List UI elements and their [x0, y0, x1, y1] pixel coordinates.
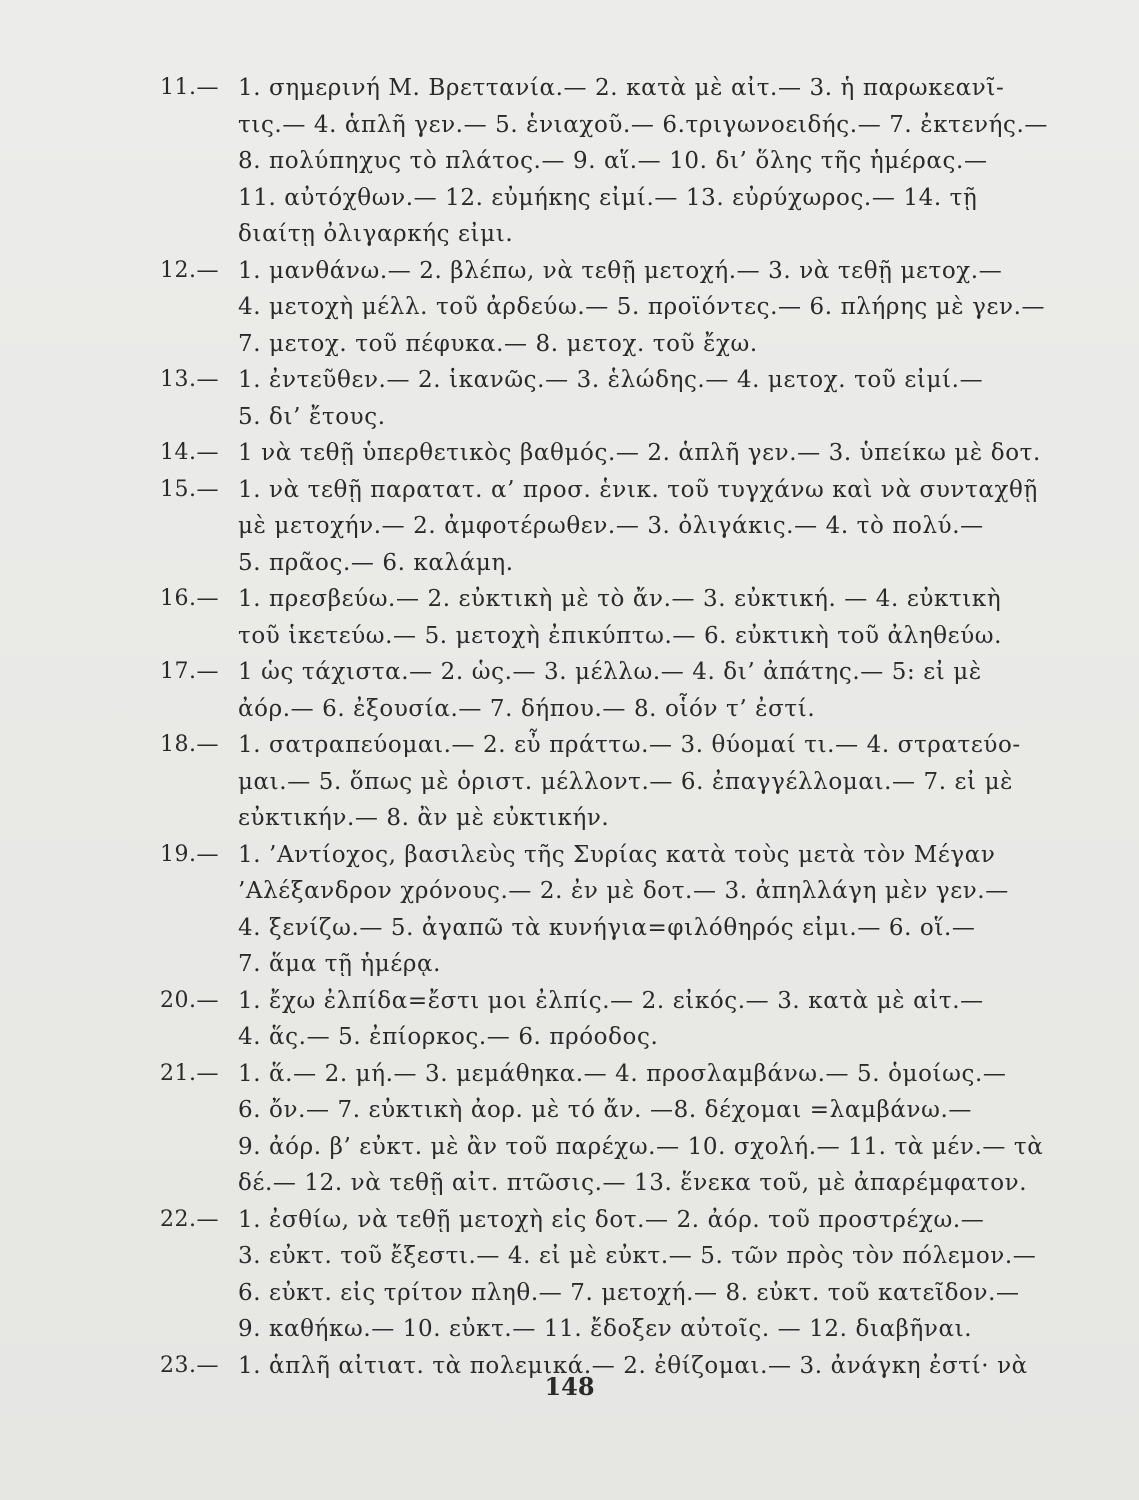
exercise-number: 23.—	[160, 1352, 219, 1378]
exercise-number: 11.—	[160, 75, 219, 100]
answer-line: 1. πρεσβεύω.— 2. εὐκτικὴ μὲ τὸ ἄν.— 3. εὐκτική. — 4. εὐκτικὴ	[238, 586, 1002, 612]
answer-line: 7. ἅμα τῇ ἡμέρᾳ.	[238, 951, 441, 977]
exercise-entry	[0, 837, 1139, 983]
answer-line: 4. ξενίζω.— 5. ἀγαπῶ τὰ κυνήγια=φιλόθηρός εἰμι.— 6. οἵ.—	[238, 914, 976, 941]
answer-line: 1 νὰ τεθῇ ὑπερθετικὸς βαθμός.— 2. ἁπλῆ γεν.— 3. ὑπείκω μὲ δοτ.	[238, 440, 1041, 466]
answer-line: ἀόρ.— 6. ἐξουσία.— 7. δήπου.— 8. οἷόν τ’ ἐστί.	[238, 695, 816, 722]
answer-line: 3. εὐκτ. τοῦ ἔξεστι.— 4. εἰ μὲ εὐκτ.— 5. τῶν πρὸς τὸν πόλεμον.—	[238, 1243, 1037, 1269]
answer-line: 1. ἐντεῦθεν.— 2. ἱκανῶς.— 3. ἑλώδης.— 4. μετοχ. τοῦ εἰμί.—	[238, 367, 984, 393]
exercise-number: 17.—	[160, 659, 219, 684]
exercise-entry	[0, 70, 1139, 253]
exercise-entry	[0, 362, 1139, 435]
answer-line: 1. ’Αντίοχος, βασιλεὺς τῆς Συρίας κατὰ τοὺς μετὰ τὸν Μέγαν	[238, 841, 996, 868]
answer-line: 4. μετοχὴ μέλλ. τοῦ ἀρδεύω.— 5. προϊόντες.— 6. πλήρης μὲ γεν.—	[238, 294, 1046, 320]
answer-line: εὐκτικήν.— 8. ἂν μὲ εὐκτικήν.	[238, 805, 610, 831]
exercise-entry	[0, 983, 1139, 1056]
exercise-number: 16.—	[160, 586, 219, 611]
answer-line: 11. αὐτόχθων.— 12. εὐμήκης εἰμί.— 13. εὐρύχωρος.— 14. τῇ	[238, 184, 978, 211]
answer-line: 1. ἅ.— 2. μή.— 3. μεμάθηκα.— 4. προσλαμβάνω.— 5. ὁμοίως.—	[238, 1060, 1007, 1087]
answer-key-list	[0, 70, 1139, 1384]
exercise-entry	[0, 727, 1139, 837]
answer-line: 7. μετοχ. τοῦ πέφυκα.— 8. μετοχ. τοῦ ἔχω.	[238, 330, 758, 357]
answer-line: 6. ὄν.— 7. εὐκτικὴ ἀορ. μὲ τό ἄν. —8. δέχομαι =λαμβάνω.—	[238, 1097, 972, 1123]
exercise-entry	[0, 435, 1139, 472]
answer-line: 8. πολύπηχυς τὸ πλάτος.— 9. αἵ.— 10. δι’ ὅλης τῆς ἡμέρας.—	[238, 148, 988, 174]
exercise-number: 15.—	[160, 476, 219, 502]
exercise-number: 13.—	[160, 367, 219, 392]
exercise-number: 14.—	[160, 440, 219, 465]
answer-line: 9. καθήκω.— 10. εὐκτ.— 11. ἔδοξεν αὐτοῖς. — 12. διαβῆναι.	[238, 1316, 973, 1342]
exercise-entry	[0, 654, 1139, 727]
answer-line: 1. μανθάνω.— 2. βλέπω, νὰ τεθῇ μετοχή.— 3. νὰ τεθῇ μετοχ.—	[238, 257, 1003, 284]
exercise-number: 12.—	[160, 257, 219, 283]
answer-line: τις.— 4. ἁπλῆ γεν.— 5. ἑνιαχοῦ.— 6.τριγωνοειδής.— 7. ἐκτενής.—	[238, 111, 1048, 138]
page-number: 148	[544, 1372, 595, 1401]
exercise-entry	[0, 472, 1139, 582]
answer-line: διαίτῃ ὀλιγαρκής εἰμι.	[238, 221, 514, 247]
answer-line: μαι.— 5. ὅπως μὲ ὁριστ. μέλλοντ.— 6. ἐπαγγέλλομαι.— 7. εἰ μὲ	[238, 768, 1014, 795]
answer-line: 4. ἅς.— 5. ἐπίορκος.— 6. πρόοδος.	[238, 1024, 659, 1050]
exercise-entry	[0, 1202, 1139, 1348]
exercise-entry	[0, 581, 1139, 654]
exercise-number: 19.—	[160, 841, 219, 867]
exercise-number: 21.—	[160, 1060, 219, 1086]
answer-line: δέ.— 12. νὰ τεθῇ αἰτ. πτῶσις.— 13. ἕνεκα τοῦ, μὲ ἀπαρέμφατον.	[238, 1170, 1028, 1196]
exercise-number: 20.—	[160, 987, 219, 1013]
exercise-number: 22.—	[160, 1206, 219, 1232]
answer-line: 1. σατραπεύομαι.— 2. εὖ πράττω.— 3. θύομαί τι.— 4. στρατεύο-	[238, 732, 1021, 758]
exercise-entry	[0, 253, 1139, 363]
answer-line: 1. νὰ τεθῇ παρατατ. α’ προσ. ἑνικ. τοῦ τυγχάνω καὶ νὰ συνταχθῇ	[238, 476, 1038, 503]
answer-line: 6. εὐκτ. εἰς τρίτον πληθ.— 7. μετοχή.— 8. εὐκτ. τοῦ κατεῖδον.—	[238, 1279, 1020, 1306]
answer-line: 9. ἀόρ. β’ εὐκτ. μὲ ἂν τοῦ παρέχω.— 10. σχολή.— 11. τὰ μέν.— τὰ	[238, 1133, 1044, 1160]
answer-line: 5. πρᾶος.— 6. καλάμη.	[238, 549, 514, 576]
answer-line: 1. ἐσθίω, νὰ τεθῇ μετοχὴ εἰς δοτ.— 2. ἀόρ. τοῦ προστρέχω.—	[238, 1206, 985, 1233]
exercise-number: 18.—	[160, 732, 219, 757]
answer-line: 1. σημερινή Μ. Βρεττανία.— 2. κατὰ μὲ αἰτ.— 3. ἡ παρωκεανῖ-	[238, 75, 1005, 101]
answer-line: 5. δι’ ἔτους.	[238, 403, 386, 430]
answer-line: τοῦ ἱκετεύω.— 5. μετοχὴ ἐπικύπτω.— 6. εὐκτικὴ τοῦ ἀληθεύω.	[238, 622, 1003, 649]
answer-line: 1. ἔχω ἐλπίδα=ἔστι μοι ἐλπίς.— 2. εἰκός.— 3. κατὰ μὲ αἰτ.—	[238, 987, 984, 1014]
answer-line: 1 ὡς τάχιστα.— 2. ὡς.— 3. μέλλω.— 4. δι’ ἀπάτης.— 5: εἰ μὲ	[238, 659, 982, 685]
answer-line: μὲ μετοχήν.— 2. ἀμφοτέρωθεν.— 3. ὀλιγάκις.— 4. τὸ πολύ.—	[238, 513, 984, 539]
exercise-entry	[0, 1056, 1139, 1202]
answer-line: ’Αλέξανδρον χρόνους.— 2. ἐν μὲ δοτ.— 3. ἀπηλλάγη μὲν γεν.—	[238, 878, 1009, 904]
answer-line: 1. ἁπλῆ αἰτιατ. τὰ πολεμικά.— 2. ἐθίζομαι.— 3. ἀνάγκη ἐστί· νὰ	[238, 1352, 1028, 1379]
